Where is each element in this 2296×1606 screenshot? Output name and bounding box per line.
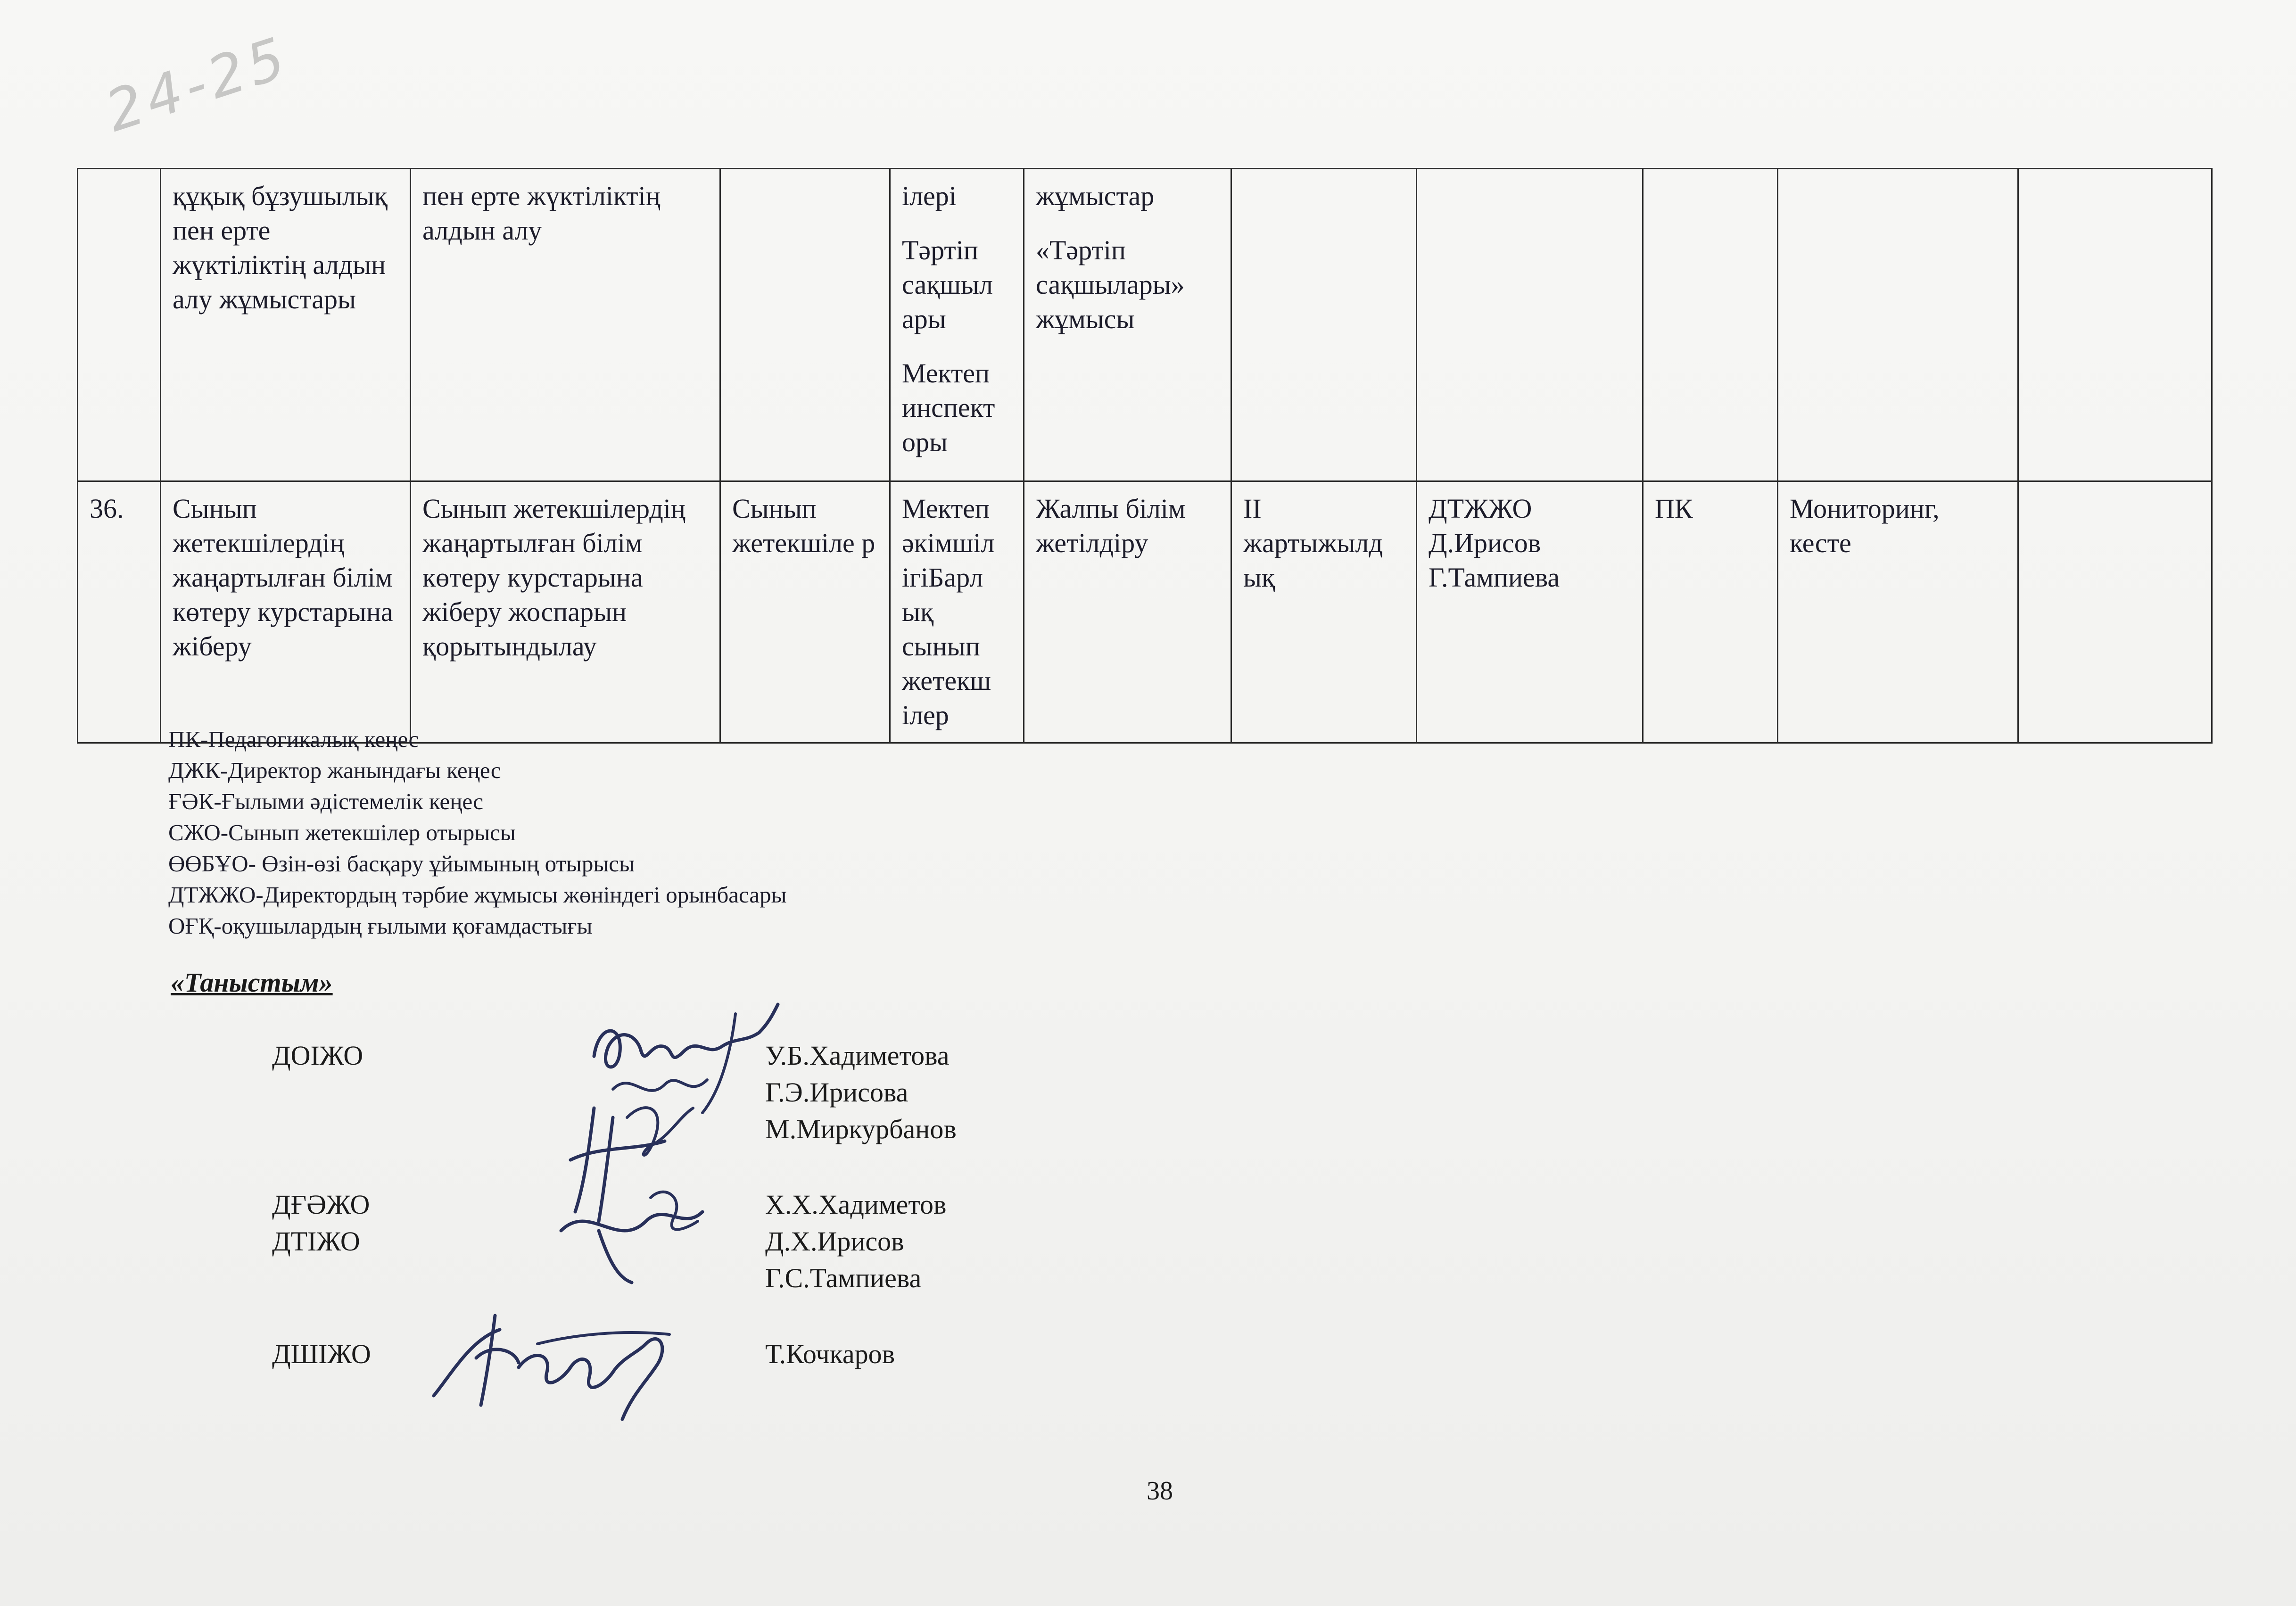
- cell-responsible: ДТЖЖО Д.Ирисов Г.Тампиева: [1417, 481, 1643, 743]
- signatory-role: ДҒӘЖО: [272, 1189, 370, 1220]
- cell-number: 36.: [78, 481, 161, 743]
- cell-result: Мониторинг, кесте: [1778, 481, 2018, 743]
- signatory-role: ДТІЖО: [272, 1226, 360, 1257]
- cell-participants: ілері Тәртіп сақшыл ары Мектеп инспект оры: [890, 169, 1024, 481]
- cell-target: Сынып жетекшіле р: [720, 481, 890, 743]
- handwritten-signature: [424, 1301, 688, 1424]
- cell-form: Жалпы білім жетілдіру: [1024, 481, 1231, 743]
- cell-period: ІІ жартыжылд ық: [1231, 481, 1417, 743]
- legend-item: ӨӨБҰО- Өзін-өзі басқару ұйымының отырысы: [168, 851, 635, 877]
- acquainted-heading: «Таныстым»: [171, 967, 333, 998]
- signatory-name: У.Б.Хадиметова: [765, 1040, 950, 1071]
- cell-task: құқық бұзушылық пен ерте жүктіліктің алдын алу жұмыстары: [161, 169, 411, 481]
- page-number: 38: [1147, 1476, 1173, 1506]
- cell-number: [78, 169, 161, 481]
- signatory-name: М.Миркурбанов: [765, 1114, 957, 1144]
- cell-review: ПК: [1643, 481, 1778, 743]
- cell-participants: Мектеп әкімшіл ігіБарл ық сынып жетекш ілер: [890, 481, 1024, 743]
- handwritten-signature: [542, 1089, 721, 1287]
- cell-review: [1643, 169, 1778, 481]
- legend-item: ДТЖЖО-Директордың тәрбие жұмысы жөніндегі орынбасары: [168, 882, 787, 908]
- signatory-name: Г.С.Тампиева: [765, 1263, 922, 1293]
- signatory-name: Г.Э.Ирисова: [765, 1077, 908, 1108]
- cell-note: [2018, 169, 2212, 481]
- abbreviation-legend: [168, 724, 787, 942]
- legend-item: ОҒҚ-оқушылардың ғылыми қоғамдастығы: [168, 913, 593, 939]
- pencil-note: 24-25: [98, 24, 297, 145]
- cell-target: [720, 169, 890, 481]
- signatory-role: ДШІЖО: [272, 1339, 371, 1369]
- cell-form: жұмыстар «Тәртіп сақшылары» жұмысы: [1024, 169, 1231, 481]
- cell-purpose: пен ерте жүктіліктің алдын алу: [411, 169, 720, 481]
- cell-purpose: Сынып жетекшілердің жаңартылған білім көтеру курстарына жіберу жоспарын қорытындылау: [411, 481, 720, 743]
- cell-result: [1778, 169, 2018, 481]
- cell-responsible: [1417, 169, 1643, 481]
- legend-item: ПК-Педагогикалық кеңес: [168, 726, 419, 752]
- signatory-name: Х.Х.Хадиметов: [765, 1189, 947, 1220]
- legend-item: ҒӘК-Ғылыми әдістемелік кеңес: [168, 788, 484, 814]
- cell-period: [1231, 169, 1417, 481]
- signatory-name: Т.Кочкаров: [765, 1339, 895, 1369]
- legend-item: СЖО-Сынып жетекшілер отырысы: [168, 820, 516, 845]
- table-row: [78, 481, 2212, 743]
- signatory-name: Д.Х.Ирисов: [765, 1226, 904, 1257]
- cell-task: Сынып жетекшілердің жаңартылған білім көтеру курстарына жіберу: [161, 481, 411, 743]
- table-row: [78, 169, 2212, 481]
- legend-item: ДЖК-Директор жанындағы кеңес: [168, 757, 501, 783]
- signatory-role: ДОІЖО: [272, 1040, 363, 1071]
- plan-table: [77, 168, 2213, 744]
- cell-note: [2018, 481, 2212, 743]
